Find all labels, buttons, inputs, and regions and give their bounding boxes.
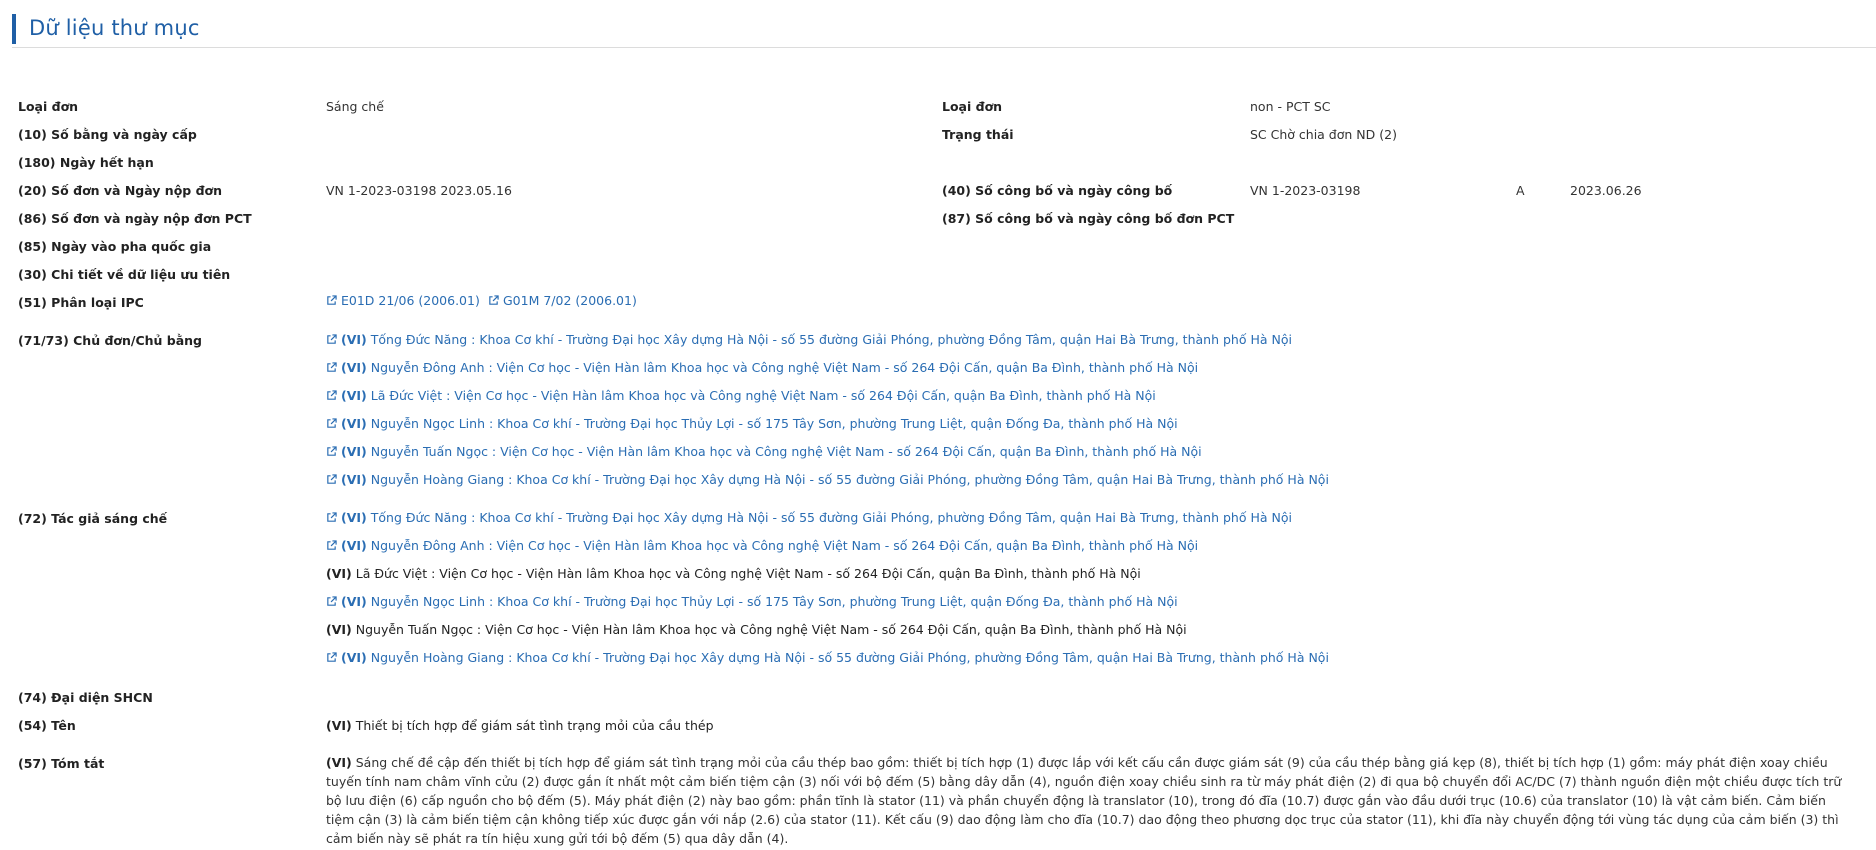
external-link-icon (488, 295, 499, 306)
label-abstract: (57) Tóm tắt (18, 756, 105, 771)
label-national-phase-date: (85) Ngày vào pha quốc gia (18, 239, 212, 254)
value-application-number: VN 1-2023-03198 2023.05.16 (326, 183, 512, 198)
ipc-link-2[interactable] (488, 293, 637, 308)
abstract (326, 753, 1846, 848)
inventor-link[interactable] (326, 538, 1198, 553)
abstract-text: Sáng chế đề cập đến thiết bị tích hợp để giám sát tình trạng mỏi của cầu thép bao gồm: thiết bị tích hợp (1) được lắp với kết cấu cần được giám sát (9) của cầu thép bằng giá kẹp (8), thiết bị tích hợp (1) gồm: máy phát điện xoay chiều tuyến tính nam châm vĩnh cửu (2) được gắn ít nhất một cảm biến tiệm cận (3) nối với bộ đếm (5) bằng dây dẫn (4), nguồn điện xoay chiều sinh ra từ máy phát điện (2) đi qua bộ chuyển đổi AC/DC (7) thành nguồn điện một chiều được tích trữ bộ lưu điện (6) cấp nguồn cho bộ đếm (5). Máy phát điện (2) này bao gồm: phần tĩnh là stator (11) và phần chuyển động là translator (10), trong đó đĩa (10.7) được gắn vào đầu dưới trục (10.6) của translator (10) là vật cảm biến. Cảm biến tiệm cận (3) là cảm biến tiệm cận không tiếp xúc được gắn với nắp (2.6) của stator (11). Kết cấu (9) dao động làm cho đĩa (10.7) dao động theo phương dọc trục của stator (11), khi đĩa này chuyển động tới vùng tác dụng của cảm biến (3) thì cảm biến này sẽ phát ra tín hiệu xung gửi tới bộ đếm (5) qua dây dẫn (4). (326, 755, 1842, 846)
owner-link[interactable] (326, 472, 1329, 487)
invention-title (326, 718, 714, 733)
inventor-link[interactable] (326, 594, 1178, 609)
language-prefix: (VI) (341, 388, 367, 403)
label-publication: (40) Số công bố và ngày công bố (942, 183, 1173, 198)
language-prefix: (VI) (326, 622, 352, 637)
owner-text: Nguyễn Ngọc Linh : Khoa Cơ khí - Trường Đại học Thủy Lợi - số 175 Tây Sơn, phường Trung Liệt, quận Đống Đa, thành phố Hà Nội (370, 416, 1178, 431)
language-prefix: (VI) (341, 416, 367, 431)
external-link-icon (326, 390, 337, 401)
external-link-icon (326, 512, 337, 523)
owner-text: Tống Đức Năng : Khoa Cơ khí - Trường Đại học Xây dựng Hà Nội - số 55 đường Giải Phóng, phường Đồng Tâm, quận Hai Bà Trưng, thành phố Hà Nội (370, 332, 1292, 347)
header-accent-bar (12, 14, 16, 44)
label-patent-number: (10) Số bằng và ngày cấp (18, 127, 197, 142)
value-application-kind: non - PCT SC (1250, 99, 1331, 114)
label-application-kind: Loại đơn (942, 99, 1003, 114)
owner-text: Nguyễn Đông Anh : Viện Cơ học - Viện Hàn lâm Khoa học và Công nghệ Việt Nam - số 264 Đội Cấn, quận Ba Đình, thành phố Hà Nội (370, 360, 1199, 375)
label-priority-data: (30) Chi tiết về dữ liệu ưu tiên (18, 267, 231, 282)
external-link-icon (326, 295, 337, 306)
invention-title-text: Thiết bị tích hợp để giám sát tình trạng mỏi của cầu thép (355, 718, 714, 733)
language-prefix: (VI) (326, 755, 352, 770)
language-prefix: (VI) (326, 718, 352, 733)
external-link-icon (326, 596, 337, 607)
label-application-number: (20) Số đơn và Ngày nộp đơn (18, 183, 223, 198)
inventor-text: Nguyễn Hoàng Giang : Khoa Cơ khí - Trường Đại học Xây dựng Hà Nội - số 55 đường Giải Phóng, phường Đồng Tâm, quận Hai Bà Trưng, thành phố Hà Nội (370, 650, 1329, 665)
ipc-code: G01M 7/02 (2006.01) (503, 293, 637, 308)
inventor-link[interactable] (326, 510, 1292, 525)
external-link-icon (326, 652, 337, 663)
owner-link[interactable] (326, 360, 1198, 375)
label-pct-publication: (87) Số công bố và ngày công bố đơn PCT (942, 211, 1235, 226)
inventor-text: Lã Đức Việt : Viện Cơ học - Viện Hàn lâm Khoa học và Công nghệ Việt Nam - số 264 Đội Cấn, quận Ba Đình, thành phố Hà Nội (355, 566, 1141, 581)
label-ipc: (51) Phân loại IPC (18, 295, 144, 310)
inventor-text: Tống Đức Năng : Khoa Cơ khí - Trường Đại học Xây dựng Hà Nội - số 55 đường Giải Phóng, phường Đồng Tâm, quận Hai Bà Trưng, thành phố Hà Nội (370, 510, 1292, 525)
value-publication-kind: A (1516, 183, 1525, 198)
label-inventors: (72) Tác giả sáng chế (18, 511, 168, 526)
language-prefix: (VI) (341, 444, 367, 459)
language-prefix: (VI) (341, 510, 367, 525)
language-prefix: (VI) (326, 566, 352, 581)
inventor-text: Nguyễn Ngọc Linh : Khoa Cơ khí - Trường Đại học Thủy Lợi - số 175 Tây Sơn, phường Trung Liệt, quận Đống Đa, thành phố Hà Nội (370, 594, 1178, 609)
external-link-icon (326, 474, 337, 485)
language-prefix: (VI) (341, 538, 367, 553)
value-status: SC Chờ chia đơn ND (2) (1250, 127, 1397, 142)
external-link-icon (326, 362, 337, 373)
label-invention-title: (54) Tên (18, 718, 76, 733)
language-prefix: (VI) (341, 360, 367, 375)
label-ip-agent: (74) Đại diện SHCN (18, 690, 153, 705)
language-prefix: (VI) (341, 594, 367, 609)
language-prefix: (VI) (341, 332, 367, 347)
inventor-entry (326, 566, 1141, 581)
label-application-type: Loại đơn (18, 99, 79, 114)
label-expiry-date: (180) Ngày hết hạn (18, 155, 154, 170)
language-prefix: (VI) (341, 650, 367, 665)
section-header (12, 14, 1876, 48)
label-pct-application: (86) Số đơn và ngày nộp đơn PCT (18, 211, 252, 226)
page-title: Dữ liệu thư mục (29, 16, 200, 40)
external-link-icon (326, 334, 337, 345)
inventor-link[interactable] (326, 650, 1329, 665)
owner-link[interactable] (326, 416, 1178, 431)
language-prefix: (VI) (341, 472, 367, 487)
external-link-icon (326, 446, 337, 457)
label-status: Trạng thái (942, 127, 1014, 142)
owner-text: Lã Đức Việt : Viện Cơ học - Viện Hàn lâm Khoa học và Công nghệ Việt Nam - số 264 Đội Cấn, quận Ba Đình, thành phố Hà Nội (370, 388, 1156, 403)
owner-link[interactable] (326, 332, 1292, 347)
inventor-entry (326, 622, 1187, 637)
value-application-type: Sáng chế (326, 99, 384, 114)
owner-text: Nguyễn Hoàng Giang : Khoa Cơ khí - Trường Đại học Xây dựng Hà Nội - số 55 đường Giải Phóng, phường Đồng Tâm, quận Hai Bà Trưng, thành phố Hà Nội (370, 472, 1329, 487)
owner-text: Nguyễn Tuấn Ngọc : Viện Cơ học - Viện Hàn lâm Khoa học và Công nghệ Việt Nam - số 264 Đội Cấn, quận Ba Đình, thành phố Hà Nội (370, 444, 1202, 459)
owner-link[interactable] (326, 444, 1202, 459)
inventor-text: Nguyễn Tuấn Ngọc : Viện Cơ học - Viện Hàn lâm Khoa học và Công nghệ Việt Nam - số 264 Đội Cấn, quận Ba Đình, thành phố Hà Nội (355, 622, 1187, 637)
ipc-link-1[interactable] (326, 293, 480, 308)
inventor-text: Nguyễn Đông Anh : Viện Cơ học - Viện Hàn lâm Khoa học và Công nghệ Việt Nam - số 264 Đội Cấn, quận Ba Đình, thành phố Hà Nội (370, 538, 1199, 553)
ipc-code: E01D 21/06 (2006.01) (341, 293, 480, 308)
label-owners: (71/73) Chủ đơn/Chủ bằng (18, 333, 203, 348)
value-publication-date: 2023.06.26 (1570, 183, 1642, 198)
external-link-icon (326, 540, 337, 551)
external-link-icon (326, 418, 337, 429)
owner-link[interactable] (326, 388, 1156, 403)
value-publication-number: VN 1-2023-03198 (1250, 183, 1361, 198)
